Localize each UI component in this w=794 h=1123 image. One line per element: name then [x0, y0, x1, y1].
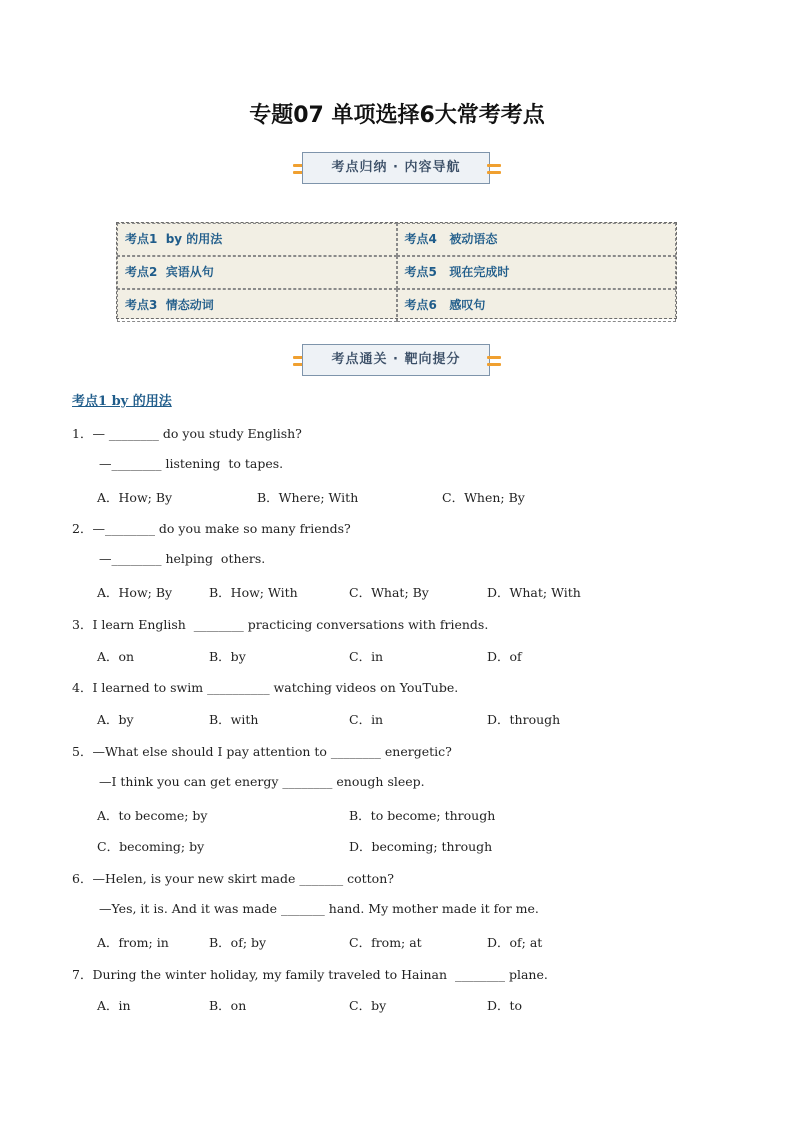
answer-option[interactable]: B．to become; through — [349, 808, 496, 823]
answer-option[interactable]: C．by — [349, 998, 387, 1013]
answer-option[interactable]: A．How; By — [97, 585, 173, 600]
question-stem: 1．— ________ do you study English? — [72, 426, 302, 441]
banner-bar-icon — [487, 363, 501, 366]
question-stem: 3．I learn English ________ practicing conversations with friends. — [72, 617, 489, 632]
answer-option[interactable]: C．What; By — [349, 585, 429, 600]
question-stem: 6．—Helen, is your new skirt made _______ cotton? — [72, 871, 394, 886]
answer-option[interactable]: C．from; at — [349, 935, 422, 950]
answer-option[interactable]: B．on — [209, 998, 247, 1013]
nav-banner — [293, 152, 501, 186]
question-reply: —________ listening to tapes. — [99, 456, 284, 471]
question-reply: —________ helping others. — [99, 551, 266, 566]
answer-option[interactable]: C．becoming; by — [97, 839, 205, 854]
banner-bar-icon — [487, 171, 501, 174]
banner-label: 考点归纳 · 内容导航 — [302, 152, 490, 184]
answer-option[interactable]: D．becoming; through — [349, 839, 493, 854]
answer-option[interactable]: A．in — [97, 998, 131, 1013]
topic-nav-table — [116, 222, 677, 319]
question-reply: —I think you can get energy ________ enough sleep. — [99, 774, 425, 789]
nav-item[interactable]: 考点3 情态动词 — [117, 289, 397, 322]
nav-item[interactable]: 考点6 感叹句 — [397, 289, 677, 322]
question-stem: 4．I learned to swim __________ watching videos on YouTube. — [72, 680, 459, 695]
banner-label: 考点通关 · 靶向提分 — [302, 344, 490, 376]
answer-option[interactable]: B．How; With — [209, 585, 298, 600]
answer-option[interactable]: A．from; in — [97, 935, 169, 950]
answer-option[interactable]: D．of; at — [487, 935, 543, 950]
answer-option[interactable]: B．by — [209, 649, 246, 664]
banner-bar-icon — [487, 356, 501, 359]
question-stem: 2．—________ do you make so many friends? — [72, 521, 351, 536]
banner-bar-icon — [487, 164, 501, 167]
question-reply: —Yes, it is. And it was made _______ hand. My mother made it for me. — [99, 901, 539, 916]
answer-option[interactable]: D．of — [487, 649, 522, 664]
nav-item[interactable]: 考点1 by 的用法 — [117, 223, 397, 256]
section-heading[interactable]: 考点1 by 的用法 — [72, 394, 172, 409]
answer-option[interactable]: A．by — [97, 712, 134, 727]
nav-item[interactable]: 考点4 被动语态 — [397, 223, 677, 256]
answer-option[interactable]: D．to — [487, 998, 523, 1013]
answer-option[interactable]: D．What; With — [487, 585, 581, 600]
answer-option[interactable]: C．When; By — [442, 490, 525, 505]
answer-option[interactable]: A．to become; by — [97, 808, 208, 823]
answer-option[interactable]: A．on — [97, 649, 135, 664]
answer-option[interactable]: B．Where; With — [257, 490, 359, 505]
practice-banner — [293, 344, 501, 378]
answer-option[interactable]: D．through — [487, 712, 561, 727]
answer-option[interactable]: B．with — [209, 712, 259, 727]
answer-option[interactable]: C．in — [349, 649, 384, 664]
answer-option[interactable]: C．in — [349, 712, 384, 727]
question-stem: 7．During the winter holiday, my family traveled to Hainan ________ plane. — [72, 967, 548, 982]
nav-item[interactable]: 考点5 现在完成时 — [397, 256, 677, 289]
question-stem: 5．—What else should I pay attention to ________ energetic? — [72, 744, 452, 759]
answer-option[interactable]: A．How; By — [97, 490, 173, 505]
answer-option[interactable]: B．of; by — [209, 935, 267, 950]
page-title: 专题07 单项选择6大常考考点 — [249, 103, 545, 128]
nav-item[interactable]: 考点2 宾语从句 — [117, 256, 397, 289]
